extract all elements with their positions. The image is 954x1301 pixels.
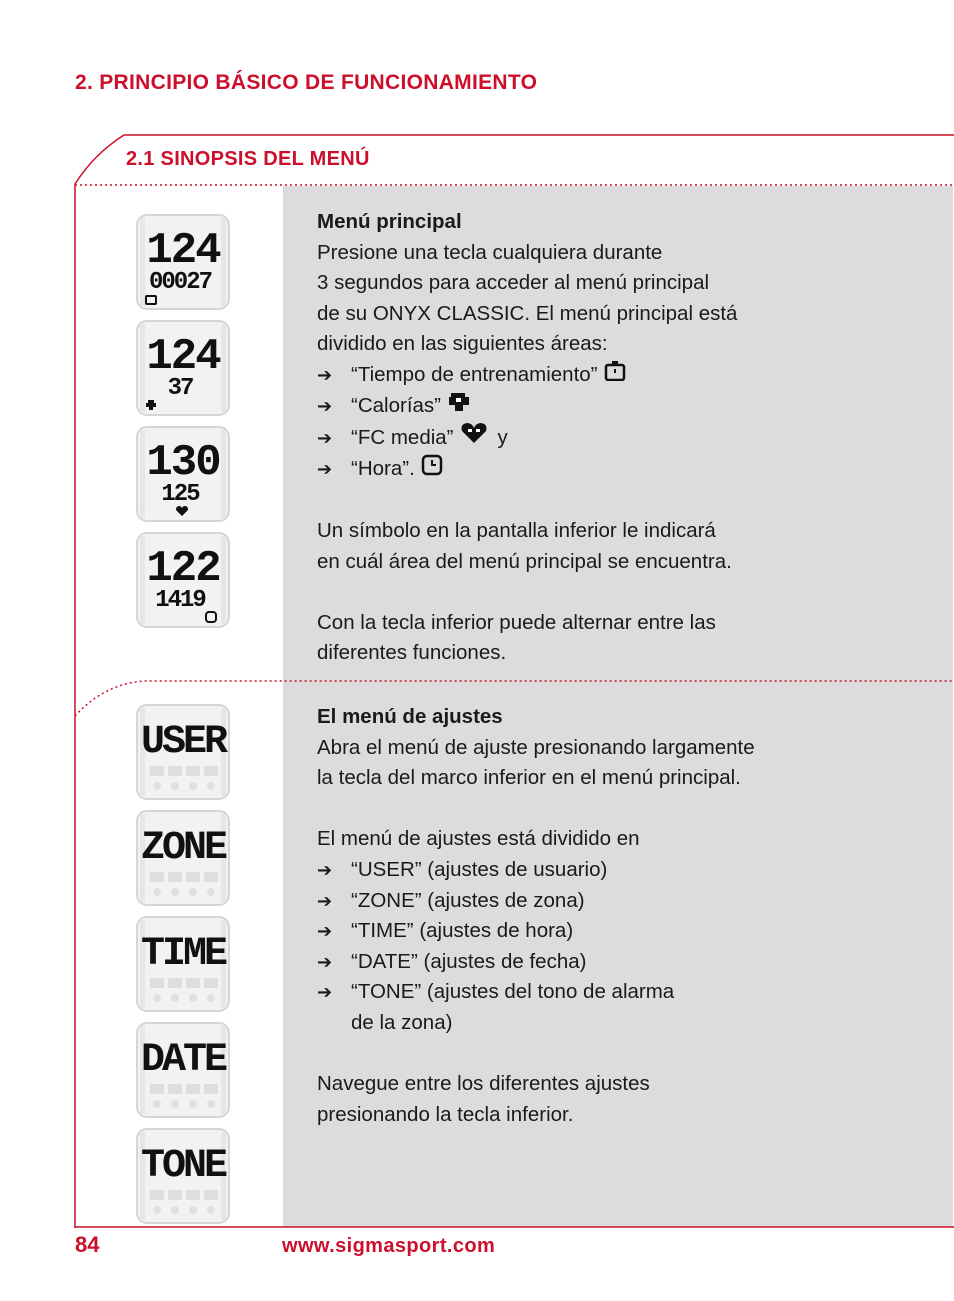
settings-intro-line: Abra el menú de ajuste presionando largamente: [317, 735, 755, 759]
main-menu-item-label: “Tiempo de entrenamiento”: [351, 362, 598, 386]
device-display: [136, 1128, 230, 1224]
clock-icon: [421, 454, 443, 486]
device-display: [136, 214, 230, 310]
settings-item-label: “ZONE” (ajustes de zona): [351, 888, 585, 912]
main-menu-para: Un símbolo en la pantalla inferior le indicará: [317, 518, 716, 542]
device-display: [136, 916, 230, 1012]
arrow-icon: ➔: [317, 982, 333, 1003]
display-top-value: 124: [146, 332, 220, 382]
settings-item: [317, 886, 917, 917]
display-top-value: 124: [146, 226, 220, 276]
page-number: 84: [75, 1232, 100, 1257]
main-menu-intro-line: 3 segundos para acceder al menú principal: [317, 271, 710, 295]
display-setting-word: TIME: [140, 932, 226, 977]
section-title: 2.1 SINOPSIS DEL MENÚ: [126, 148, 370, 170]
device-display: [136, 810, 230, 906]
main-menu-item-suffix: y: [497, 425, 508, 449]
main-menu-text: [317, 207, 917, 669]
arrow-icon: ➔: [317, 951, 333, 972]
settings-item-label: “USER” (ajustes de usuario): [351, 857, 608, 881]
main-menu-para: en cuál área del menú principal se encuentra.: [317, 549, 732, 573]
arrow-icon: ➔: [317, 459, 333, 480]
stopwatch-icon: [604, 360, 626, 391]
display-setting-word: DATE: [140, 1038, 226, 1083]
main-menu-intro-line: de su ONYX CLASSIC. El menú principal está: [317, 301, 738, 325]
main-menu-displays: [136, 214, 230, 638]
main-menu-item-label: “Calorías”: [351, 394, 441, 418]
device-display: [136, 320, 230, 416]
display-bottom-value: 1419: [155, 587, 205, 614]
heart-rate-icon: [460, 422, 488, 454]
display-setting-word: USER: [140, 720, 226, 765]
main-menu-item: [317, 422, 917, 454]
settings-item-label: “TONE” (ajustes del tono de alarma: [351, 980, 675, 1004]
main-menu-item: [317, 454, 917, 486]
display-top-value: 130: [146, 438, 220, 488]
display-bottom-value: 37: [167, 375, 193, 402]
arrow-icon: ➔: [317, 396, 333, 417]
settings-item: [317, 947, 917, 978]
settings-item-label: “DATE” (ajustes de fecha): [351, 949, 587, 973]
display-bottom-value: 00027: [148, 269, 212, 296]
main-menu-item-label: “Hora”.: [351, 457, 415, 481]
main-menu-para: Con la tecla inferior puede alternar entre las: [317, 610, 716, 634]
display-setting-word: TONE: [140, 1144, 226, 1189]
footer-url: www.sigmasport.com: [282, 1235, 496, 1257]
settings-menu-heading: El menú de ajustes: [317, 705, 503, 728]
settings-menu-displays: [136, 704, 230, 1234]
arrow-icon: ➔: [317, 364, 333, 385]
main-menu-item: [317, 360, 917, 391]
device-display: [136, 1022, 230, 1118]
menu-overview-frame: [74, 134, 954, 1228]
settings-item-continuation: de la zona): [351, 1010, 453, 1034]
arrow-icon: ➔: [317, 859, 333, 880]
device-display: [136, 532, 230, 628]
main-menu-item: [317, 391, 917, 423]
arrow-icon: ➔: [317, 427, 333, 448]
arrow-icon: ➔: [317, 890, 333, 911]
settings-intro-line: la tecla del marco inferior en el menú principal.: [317, 766, 741, 790]
settings-item: [317, 916, 917, 947]
device-display: [136, 704, 230, 800]
settings-item: [317, 977, 917, 1008]
main-menu-heading: Menú principal: [317, 210, 462, 233]
main-menu-item-label: “FC media”: [351, 425, 454, 449]
display-top-value: 122: [146, 544, 220, 594]
main-menu-para: diferentes funciones.: [317, 641, 507, 665]
chapter-title: 2. PRINCIPIO BÁSICO DE FUNCIONAMIENTO: [75, 71, 538, 94]
settings-item-label: “TIME” (ajustes de hora): [351, 919, 574, 943]
display-bottom-value: 125: [161, 481, 199, 508]
settings-para: presionando la tecla inferior.: [317, 1102, 574, 1126]
arrow-icon: ➔: [317, 921, 333, 942]
settings-para: Navegue entre los diferentes ajustes: [317, 1072, 650, 1096]
display-setting-word: ZONE: [140, 826, 226, 871]
main-menu-intro-line: Presione una tecla cualquiera durante: [317, 240, 663, 264]
main-menu-intro-line: dividido en las siguientes áreas:: [317, 332, 608, 356]
calories-icon: [447, 391, 471, 423]
settings-para: El menú de ajustes está dividido en: [317, 827, 640, 851]
settings-menu-text: [317, 702, 917, 1130]
settings-item: [317, 855, 917, 886]
device-display: [136, 426, 230, 522]
